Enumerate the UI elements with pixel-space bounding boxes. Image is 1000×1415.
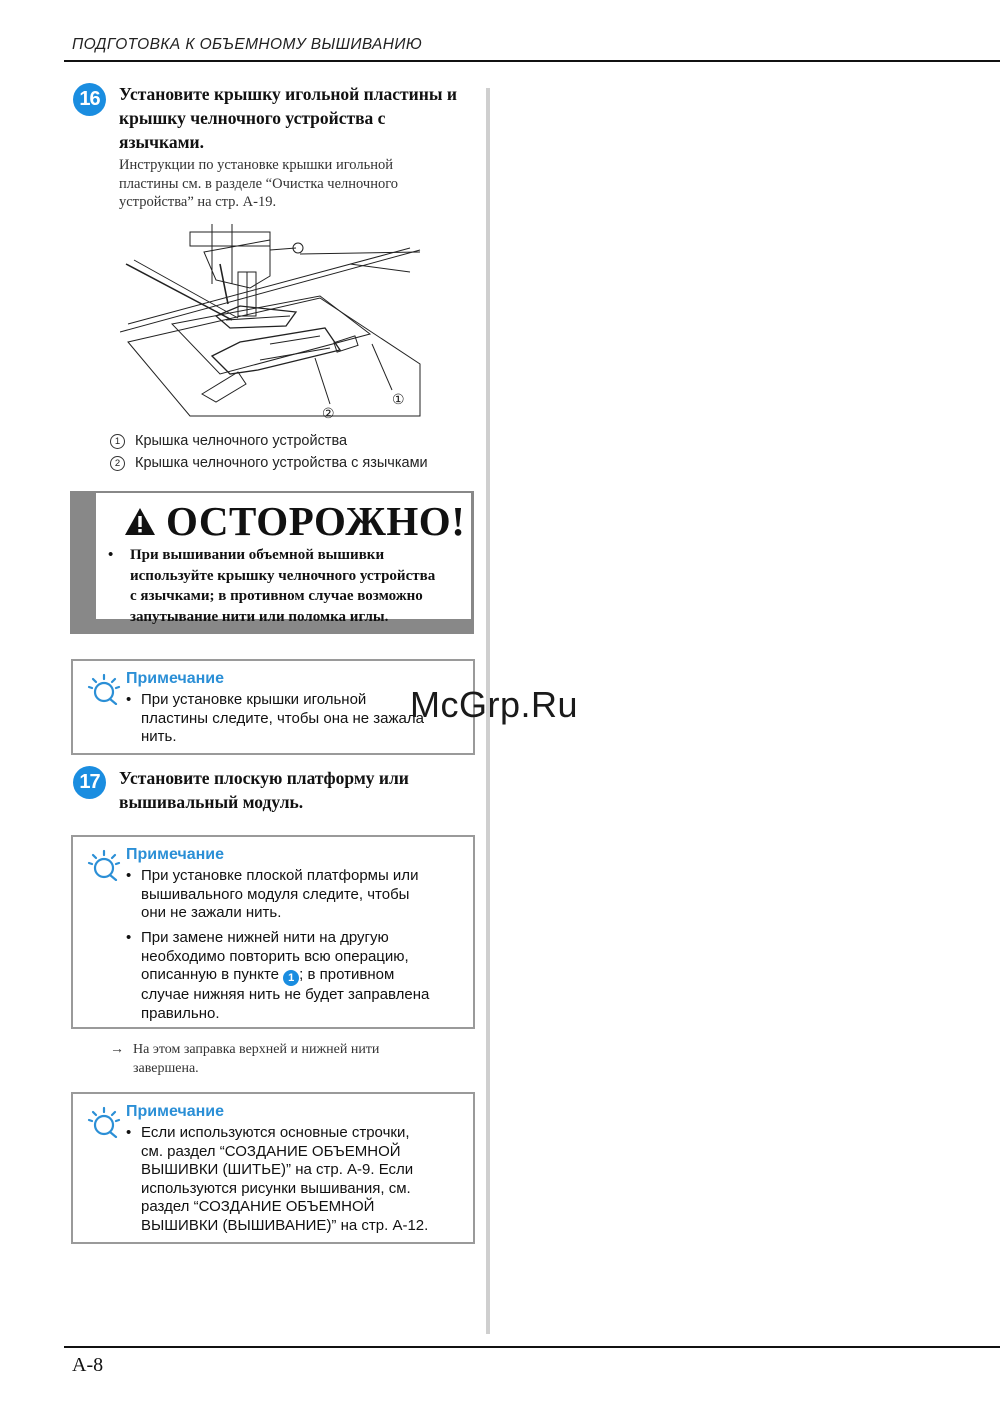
warning-text <box>102 545 467 627</box>
legend-text: Крышка челночного устройства <box>135 433 348 449</box>
warning-title-text: ОСТОРОЖНО! <box>166 498 466 544</box>
result-line: На этом заправка верхней и нижней нити <box>133 1042 380 1057</box>
note-line: При замене нижней нити на другую <box>141 929 389 946</box>
note-line: используются рисунки вышивания, см. <box>141 1179 411 1197</box>
step-16-body-line: устройства” на стр. A-19. <box>119 194 277 210</box>
note-heading: Примечание <box>126 846 225 863</box>
step-16-body-line: Инструкции по установке крышки игольной <box>119 157 393 173</box>
note-heading: Примечание <box>126 670 225 687</box>
warning-line: запутывание нити или поломка иглы. <box>130 608 389 625</box>
note-line: Если используются основные строчки, <box>141 1124 410 1141</box>
note-icon <box>87 673 121 705</box>
note-line: ВЫШИВКИ (ШИТЬЕ)” на стр. A-9. Если <box>141 1161 414 1179</box>
note-item <box>126 691 424 747</box>
note-line: При установке крышки игольной <box>141 691 367 708</box>
warning-line: с язычками; в противном случае возможно <box>130 588 423 604</box>
note-line: вышивального модуля следите, чтобы <box>141 885 410 903</box>
step-17-title-line: вышивальный модуль. <box>119 792 304 812</box>
note-heading: Примечание <box>126 1103 225 1120</box>
step-16-badge: 16 <box>73 83 106 116</box>
footer-rule <box>64 1346 1000 1348</box>
callout-2: ② <box>322 405 335 421</box>
legend-mark: 1 <box>110 434 125 449</box>
warning-box <box>70 491 474 634</box>
step-17-title-line: Установите плоскую платформу или <box>119 768 409 788</box>
step-1-reference-icon: 1 <box>283 970 299 986</box>
note-box-3 <box>71 1092 475 1244</box>
legend-item-2 <box>110 455 428 471</box>
note-icon <box>87 849 121 881</box>
step-17-title <box>119 766 409 814</box>
note-line <box>141 966 429 986</box>
bullet: • <box>126 929 132 946</box>
step-16-title-line: язычками. <box>119 132 204 152</box>
note-line: необходимо повторить всю операцию, <box>141 947 409 965</box>
note-item <box>126 1124 428 1236</box>
note-line: см. раздел “СОЗДАНИЕ ОБЪЕМНОЙ <box>141 1142 401 1160</box>
warning-panel <box>96 493 471 625</box>
bullet: • <box>126 867 132 884</box>
result-line: завершена. <box>133 1060 199 1076</box>
bullet: • <box>126 1124 132 1141</box>
warning-title <box>124 497 465 545</box>
legend-text: Крышка челночного устройства с язычками <box>135 455 428 471</box>
step-17-badge: 17 <box>73 766 106 799</box>
header-rule <box>64 60 1000 62</box>
note-line-part: ; в противном <box>299 966 395 984</box>
note-line: случае нижняя нить не будет заправлена <box>141 986 430 1004</box>
warning-icon <box>124 507 156 536</box>
callout-1: ① <box>392 391 405 407</box>
step-16-title-line: крышку челночного устройства с <box>119 108 386 128</box>
needle-plate-illustration <box>120 224 425 424</box>
note-line: нить. <box>141 728 177 746</box>
step-16-title-line: Установите крышку игольной пластины и <box>119 84 457 104</box>
step-16-body-line: пластины см. в разделе “Очистка челночного <box>119 175 399 192</box>
note-item <box>126 929 429 1024</box>
legend-item-1 <box>110 433 347 449</box>
note-line: пластины следите, чтобы она не зажала <box>141 709 424 727</box>
note-line: При установке плоской платформы или <box>141 867 419 884</box>
note-icon <box>87 1106 121 1138</box>
note-line: ВЫШИВКИ (ВЫШИВАНИЕ)” на стр. A-12. <box>141 1216 429 1234</box>
arrow-icon: → <box>110 1042 124 1057</box>
warning-line: При вышивании объемной вышивки <box>130 547 385 563</box>
note-line: они не зажали нить. <box>141 904 282 922</box>
note-box-2 <box>71 835 475 1029</box>
bullet: • <box>108 547 114 563</box>
result-text <box>110 1041 379 1078</box>
note-line: раздел “СОЗДАНИЕ ОБЪЕМНОЙ <box>141 1198 375 1216</box>
step-16-title <box>119 82 457 154</box>
note-line-part: описанную в пункте <box>141 966 279 984</box>
bullet: • <box>126 691 132 708</box>
watermark: McGrp.Ru <box>410 684 579 725</box>
note-item <box>126 867 418 923</box>
note-line: правильно. <box>141 1005 220 1023</box>
page-number: A-8 <box>72 1354 104 1376</box>
step-16-body <box>119 156 398 212</box>
legend-mark: 2 <box>110 456 125 471</box>
warning-line: используйте крышку челночного устройства <box>130 567 436 584</box>
page-header-title: ПОДГОТОВКА К ОБЪЕМНОМУ ВЫШИВАНИЮ <box>72 36 423 53</box>
